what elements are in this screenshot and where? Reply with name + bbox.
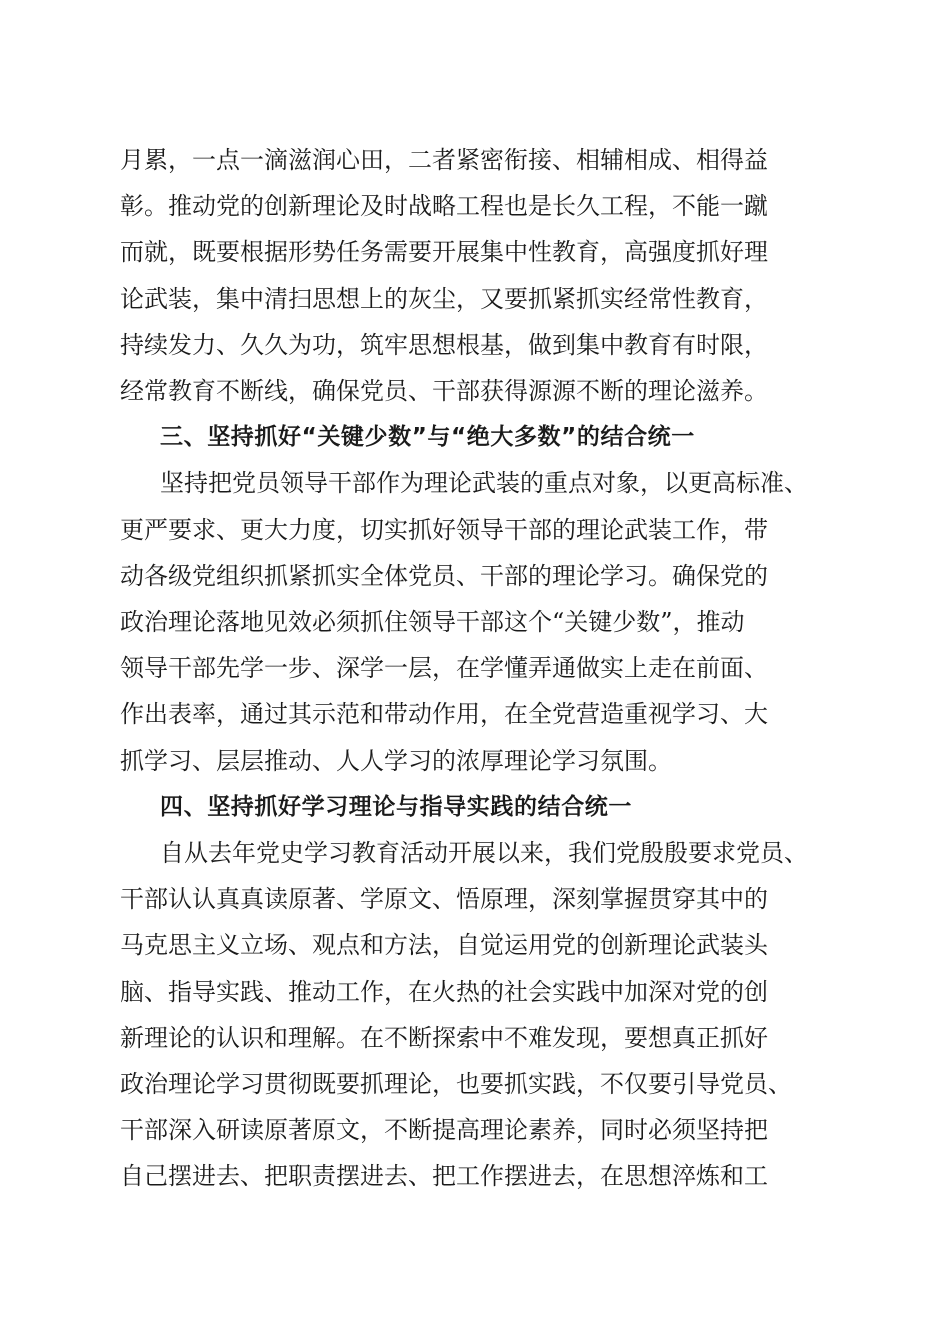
text-line: 干部深入研读原著原文，不断提高理论素养，同时必须坚持把 xyxy=(120,1116,768,1145)
text-line: 脑、指导实践、推动工作，在火热的社会实践中加深对党的创 xyxy=(120,977,768,1006)
text-line: 而就，既要根据形势任务需要开展集中性教育，高强度抓好理 xyxy=(120,238,768,267)
text-line: 自己摆进去、把职责摆进去、把工作摆进去，在思想淬炼和工 xyxy=(120,1162,768,1191)
text-line: 月累，一点一滴滋润心田，二者紧密衔接、相辅相成、相得益 xyxy=(120,146,768,174)
text-line: 干部认认真真读原著、学原文、悟原理，深刻掌握贯穿其中的 xyxy=(120,885,768,914)
section-heading: 三、坚持抓好“关键少数”与“绝大多数”的结合统一 xyxy=(160,424,695,451)
text-line: 动各级党组织抓紧抓实全体党员、干部的理论学习。确保党的 xyxy=(120,561,768,590)
text-line: 论武装，集中清扫思想上的灰尘，又要抓紧抓实经常性教育， xyxy=(120,284,768,313)
text-line: 自从去年党史学习教育活动开展以来，我们党殷殷要求党员、 xyxy=(160,839,808,867)
section-heading: 四、坚持抓好学习理论与指导实践的结合统一 xyxy=(160,793,632,820)
text-line: 领导干部先学一步、深学一层，在学懂弄通做实上走在前面、 xyxy=(120,654,768,683)
text-line: 经常教育不断线，确保党员、干部获得源源不断的理论滋养。 xyxy=(120,377,768,405)
text-line: 更严要求、更大力度，切实抓好领导干部的理论武装工作，带 xyxy=(120,515,768,544)
text-line: 作出表率，通过其示范和带动作用，在全党营造重视学习、大 xyxy=(120,700,768,729)
text-line: 政治理论学习贯彻既要抓理论，也要抓实践，不仅要引导党员、 xyxy=(120,1070,792,1098)
text-line: 政治理论落地见效必须抓住领导干部这个“关键少数”，推动 xyxy=(120,608,745,636)
text-line: 马克思主义立场、观点和方法，自觉运用党的创新理论武装头 xyxy=(120,931,768,960)
text-line: 持续发力、久久为功，筑牢思想根基，做到集中教育有时限， xyxy=(120,330,768,359)
text-line: 坚持把党员领导干部作为理论武装的重点对象，以更高标准、 xyxy=(160,469,808,498)
text-line: 抓学习、层层推动、人人学习的浓厚理论学习氛围。 xyxy=(120,746,672,775)
text-line: 彰。推动党的创新理论及时战略工程也是长久工程，不能一蹴 xyxy=(120,192,768,221)
text-line: 新理论的认识和理解。在不断探索中不难发现，要想真正抓好 xyxy=(120,1023,768,1052)
